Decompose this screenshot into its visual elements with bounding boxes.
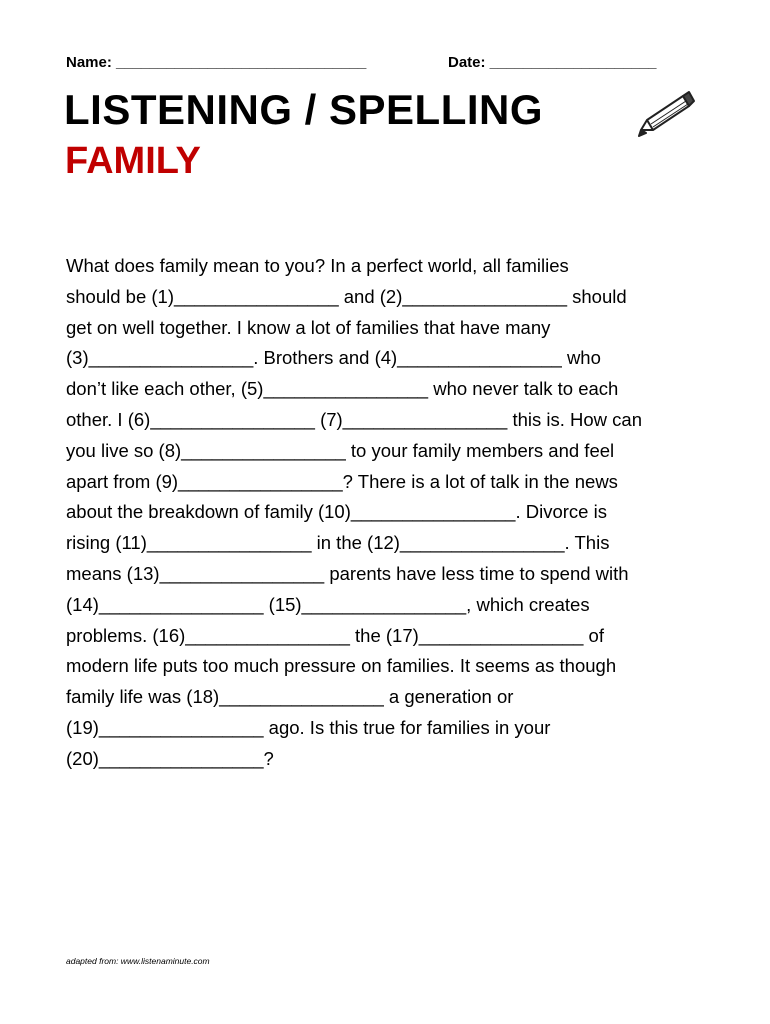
passage-line: family life was (18)________________ a generation or (66, 686, 514, 708)
name-field-label: Name: ______________________________ (66, 54, 367, 71)
pencil-icon (638, 90, 696, 143)
passage-line: other. I (6)________________ (7)________________ this is. How can (66, 408, 642, 430)
passage-line: (3)________________. Brothers and (4)________________ who (66, 347, 601, 369)
date-field-label: Date: ____________________ (448, 54, 657, 71)
passage-line: get on well together. I know a lot of families that have many (66, 316, 551, 338)
passage-line: you live so (8)________________ to your family members and feel (66, 439, 615, 461)
passage-line: apart from (9)________________? There is a lot of talk in the news (66, 470, 618, 492)
passage-line: about the breakdown of family (10)________________. Divorce is (66, 501, 607, 523)
passage-line: modern life puts too much pressure on families. It seems as though (66, 655, 617, 677)
passage-line: (19)________________ ago. Is this true for families in your (66, 716, 551, 738)
passage-line: What does family mean to you? In a perfect world, all families (66, 255, 569, 276)
worksheet-title: LISTENING / SPELLING (64, 86, 544, 133)
passage-line: should be (1)________________ and (2)________________ should (66, 285, 627, 307)
header-fields (66, 54, 706, 71)
passage-line: rising (11)________________ in the (12)________________. This (66, 532, 610, 554)
passage-line: problems. (16)________________ the (17)________________ of (66, 624, 604, 646)
passage-line: means (13)________________ parents have less time to spend with (66, 562, 629, 584)
source-credit: adapted from: www.listenaminute.com (66, 956, 210, 966)
fill-in-passage (66, 251, 716, 775)
passage-line: (20)________________? (66, 747, 274, 769)
passage-line: don’t like each other, (5)________________ who never talk to each (66, 378, 619, 400)
worksheet-topic: FAMILY (65, 140, 201, 182)
passage-line: (14)________________ (15)________________, which creates (66, 593, 590, 615)
